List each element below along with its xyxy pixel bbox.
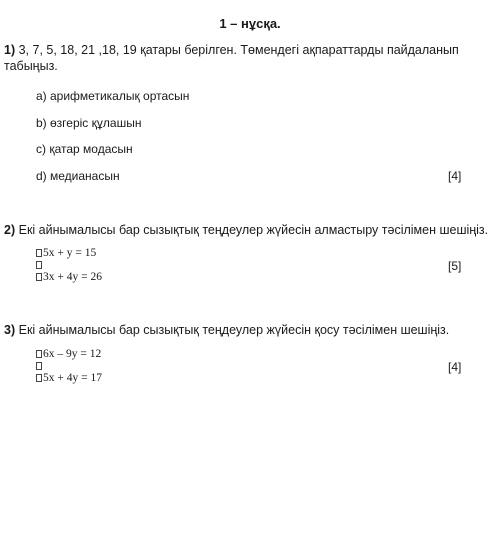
question-1-item-a: a) арифметикалық ортасын [36,89,190,103]
question-3 [4,322,492,338]
brace-placeholder-icon [36,374,42,382]
brace-placeholder-icon [36,261,42,269]
question-2-equation-1: 5x + y = 15 [43,247,97,259]
question-2-text: Екі айнымалысы бар сызықтық теңдеулер жүйесін алмастыру тәсілімен шешіңіз. [18,223,489,237]
question-2-mark: [5] [448,259,462,273]
question-3-equation-2: 5x + 4y = 17 [43,372,102,384]
question-1 [4,42,492,74]
question-2 [4,222,492,238]
brace-placeholder-icon [36,350,42,358]
question-1-number: 1) [4,43,16,57]
question-1-text-line1: 3, 7, 5, 18, 21 ,18, 19 қатары берілген. Төмендегі ақпараттарды пайдаланып [18,43,459,57]
brace-placeholder-icon [36,362,42,370]
question-1-item-b: b) өзгеріс құлашын [36,116,142,130]
question-1-item-c: c) қатар модасын [36,142,133,156]
question-3-mark: [4] [448,360,462,374]
question-2-number: 2) [4,223,16,237]
question-2-equation-2: 3x + 4y = 26 [43,271,102,283]
question-3-text: Екі айнымалысы бар сызықтық теңдеулер жүйесін қосу тәсілімен шешіңіз. [18,323,450,337]
question-3-equation-1: 6x – 9y = 12 [43,348,102,360]
question-3-number: 3) [4,323,16,337]
brace-placeholder-icon [36,273,42,281]
question-3-system [36,348,102,384]
variant-title: 1 – нұсқа. [219,16,281,31]
question-1-mark: [4] [448,169,462,183]
brace-placeholder-icon [36,249,42,257]
question-1-item-d: d) медианасын [36,169,120,183]
question-1-text-line2: табыңыз. [4,59,58,73]
question-2-system [36,247,102,283]
